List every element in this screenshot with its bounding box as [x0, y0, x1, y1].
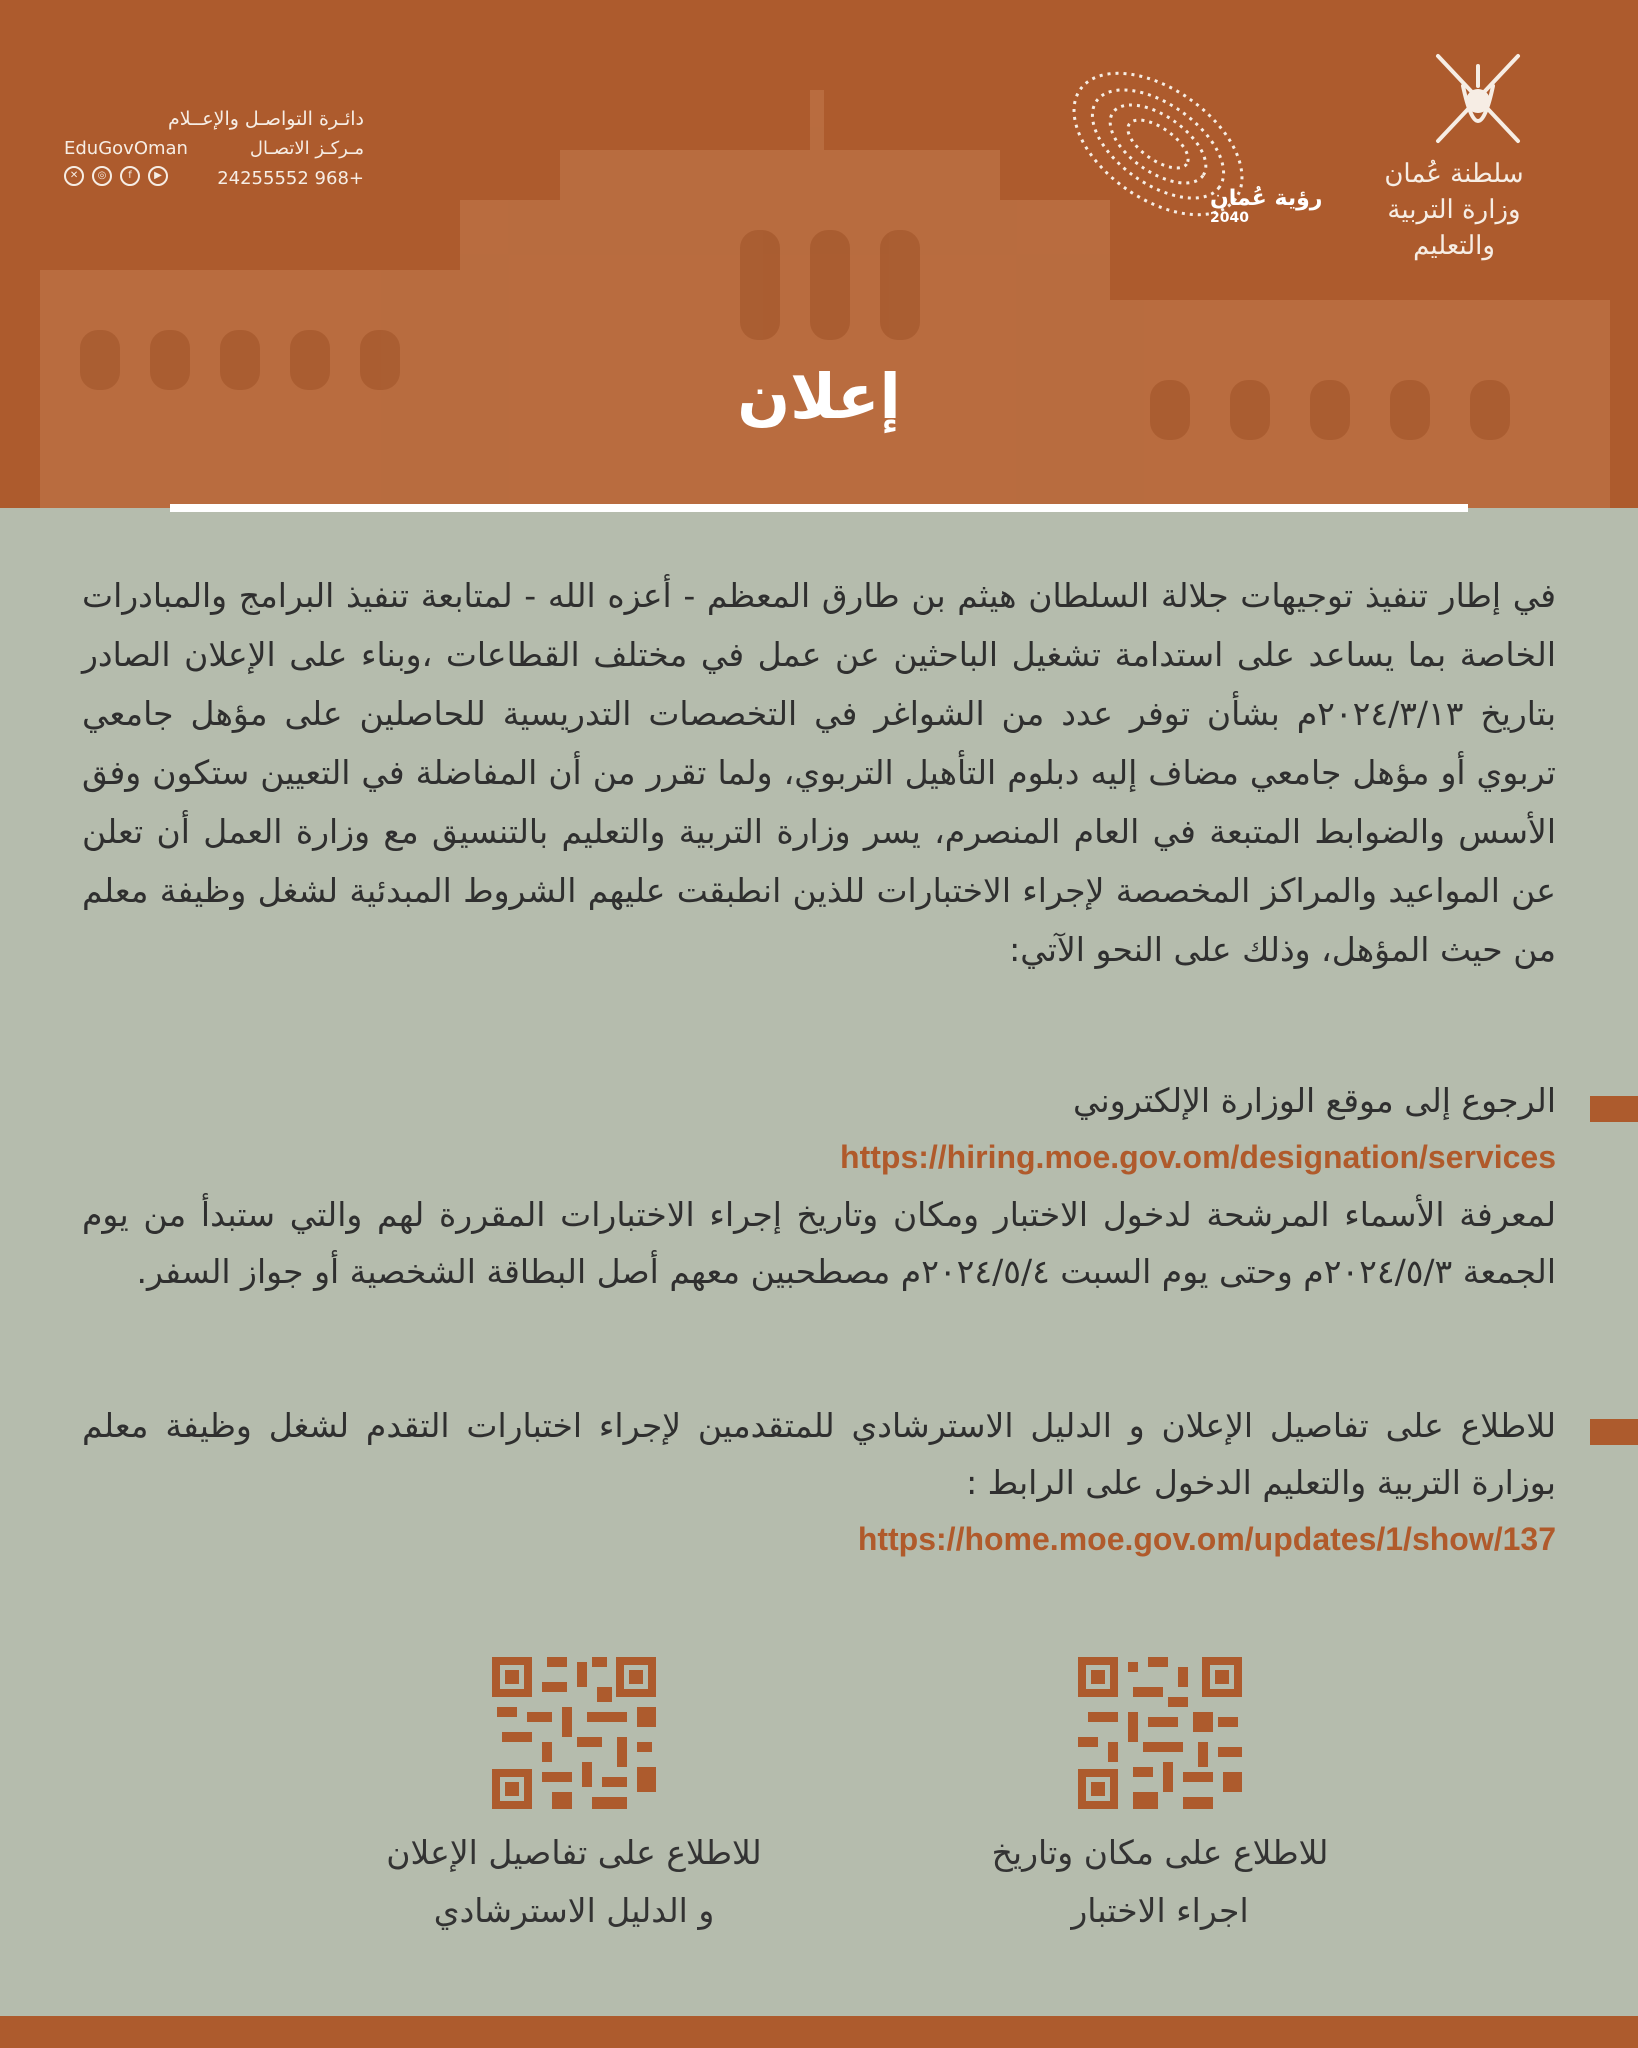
department-name: دائـرة التواصـل والإعــلام	[168, 108, 364, 130]
footer-bar	[0, 2016, 1638, 2048]
vision-label: رؤية عُمان	[1210, 186, 1323, 211]
x-icon[interactable]: ✕	[64, 166, 84, 186]
youtube-icon[interactable]: ▶	[148, 166, 168, 186]
ministry-wordmark	[1344, 156, 1564, 264]
qr-caption-line: للاطلاع على تفاصيل الإعلان	[386, 1833, 762, 1872]
contact-block	[64, 104, 364, 194]
vision-year: 2040	[1210, 210, 1249, 226]
phone-number: +968 24255552	[217, 168, 364, 189]
header-banner	[0, 0, 1638, 508]
section-marker	[1590, 1096, 1638, 1122]
sultanate-name: سلطنة عُمان	[1384, 159, 1524, 189]
section-marker	[1590, 1419, 1638, 1445]
qr-code-announcement-details[interactable]	[492, 1657, 656, 1809]
details-link[interactable]: https://home.moe.gov.om/updates/1/show/137	[857, 1521, 1556, 1557]
section-website	[82, 1072, 1556, 1300]
title-divider	[170, 504, 1468, 512]
qr-caption-line: اجراء الاختبار	[1071, 1891, 1249, 1930]
social-icons	[64, 166, 168, 194]
qr-caption-exam-location	[910, 1824, 1410, 1940]
facebook-icon[interactable]: f	[120, 166, 140, 186]
section-details-text: للاطلاع على تفاصيل الإعلان و الدليل الاسترشادي للمتقدمين لإجراء اختبارات التقدم لشغل وظيفة معلم بوزارة التربية والتعليم الدخول على الرابط :	[82, 1406, 1556, 1502]
social-handle: EduGovOman	[64, 138, 188, 159]
section-website-text: لمعرفة الأسماء المرشحة لدخول الاختبار ومكان وتاريخ إجراء الاختبارات المقررة لهم والتي ستبدأ من يوم الجمعة ٢٠٢٤/٥/٣م وحتى يوم السبت ٢٠٢٤/٥/٤م مصطحبين معهم أصل البطاقة الشخصية أو جواز السفر.	[82, 1195, 1556, 1291]
section-details	[82, 1397, 1556, 1568]
instagram-icon[interactable]: ◎	[92, 166, 112, 186]
qr-caption-announcement	[324, 1824, 824, 1940]
qr-caption-line: للاطلاع على مكان وتاريخ	[991, 1833, 1329, 1872]
section-website-heading: الرجوع إلى موقع الوزارة الإلكتروني	[1073, 1081, 1556, 1120]
ministry-name: وزارة التربية والتعليم	[1387, 195, 1521, 261]
hiring-link[interactable]: https://hiring.moe.gov.om/designation/services	[840, 1139, 1556, 1175]
page-title: إعلان	[737, 360, 901, 433]
oman-emblem	[1418, 46, 1538, 156]
qr-code-exam-location[interactable]	[1078, 1657, 1242, 1809]
qr-caption-line: و الدليل الاسترشادي	[433, 1891, 715, 1930]
intro-paragraph: في إطار تنفيذ توجيهات جلالة السلطان هيثم بن طارق المعظم - أعزه الله - لمتابعة تنفيذ البرامج والمبادرات الخاصة بما يساعد على استدامة تشغيل الباحثين عن عمل في مختلف القطاعات ،وبناء على الإعلان الصادر بتاريخ ٢٠٢٤/٣/١٣م بشأن توفر عدد من الشواغر في التخصصات التدريسية للحاصلين على مؤهل جامعي تربوي أو مؤهل جامعي مضاف إليه دبلوم التأهيل التربوي، ولما تقرر من أن المفاضلة في التعيين ستكون وفق الأسس والضوابط المتبعة في العام المنصرم، يسر وزارة التربية والتعليم بالتنسيق مع وزارة العمل أن تعلن عن المواعيد والمراكز المخصصة لإجراء الاختبارات للذين انطبقت عليهم الشروط المبدئية لشغل وظيفة معلم من حيث المؤهل، وذلك على النحو الآتي:	[82, 576, 1557, 969]
contact-label: مـركـز الاتصـال	[249, 138, 364, 159]
